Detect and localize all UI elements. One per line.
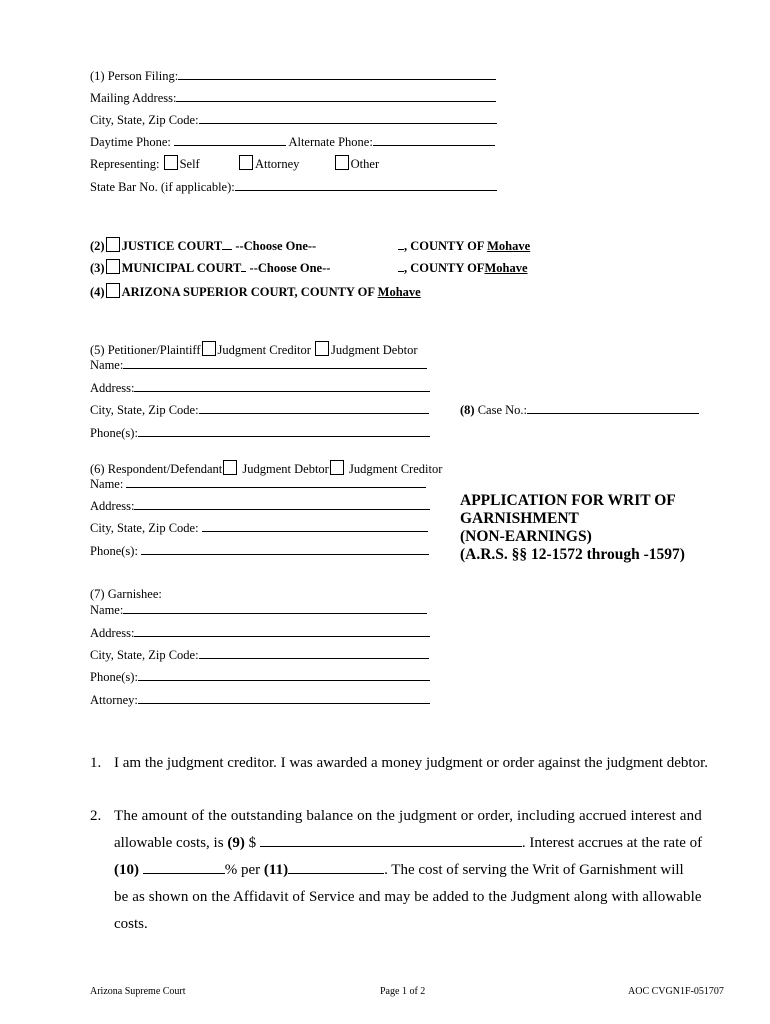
- paragraph-2-ref11: (11): [263, 862, 289, 878]
- paragraph-2-dollar: $: [248, 835, 257, 851]
- petitioner-creditor-label: Judgment Creditor: [217, 343, 311, 357]
- footer-left: Arizona Supreme Court: [90, 986, 186, 997]
- respondent-creditor-label: Judgment Creditor: [348, 462, 443, 476]
- justice-county-value[interactable]: Mohave: [487, 239, 531, 253]
- respondent-city-label: City, State, Zip Code:: [90, 521, 199, 535]
- mailing-address-label: Mailing Address:: [90, 91, 177, 105]
- garnishee-address-field[interactable]: [134, 624, 430, 637]
- justice-court-num: (2): [90, 239, 105, 253]
- justice-court-select[interactable]: --Choose One--: [235, 239, 317, 253]
- garnishee-label: (7) Garnishee:: [90, 587, 162, 601]
- superior-county-value[interactable]: Mohave: [377, 285, 421, 299]
- municipal-county-value[interactable]: Mohave: [484, 261, 528, 275]
- daytime-phone-label: Daytime Phone:: [90, 135, 171, 149]
- city-state-zip-field[interactable]: [199, 111, 497, 124]
- person-filing-label: (1) Person Filing:: [90, 69, 179, 83]
- other-checkbox[interactable]: [335, 155, 349, 170]
- petitioner-address-row: [90, 379, 430, 396]
- garnishee-attorney-field[interactable]: [138, 691, 430, 704]
- document-title-line2: GARNISHMENT: [460, 510, 579, 527]
- case-number-row: [460, 401, 699, 418]
- interest-rate-field[interactable]: [143, 859, 225, 874]
- petitioner-name-field[interactable]: [123, 356, 427, 369]
- respondent-name-field[interactable]: [126, 475, 426, 488]
- petitioner-city-row: [90, 401, 429, 418]
- petitioner-name-row: [90, 356, 427, 373]
- paragraph-2-text-3b: . The cost of serving the Writ of Garnishment will: [384, 862, 684, 878]
- paragraph-2: [90, 803, 740, 938]
- petitioner-creditor-checkbox[interactable]: [202, 341, 216, 356]
- respondent-name-label: Name:: [90, 477, 124, 491]
- representing-label: Representing:: [90, 157, 160, 171]
- attorney-label: Attorney: [254, 157, 300, 171]
- municipal-county-of: , COUNTY OF: [404, 261, 485, 275]
- garnishee-name-row: [90, 601, 427, 618]
- garnishee-address-label: Address:: [90, 626, 135, 640]
- garnishee-city-field[interactable]: [199, 646, 429, 659]
- petitioner-phone-label: Phone(s):: [90, 426, 138, 440]
- paragraph-2-text-2a: allowable costs, is: [114, 835, 224, 851]
- document-title: [460, 492, 750, 564]
- alternate-phone-field[interactable]: [373, 133, 495, 146]
- respondent-address-label: Address:: [90, 499, 135, 513]
- garnishee-name-label: Name:: [90, 603, 124, 617]
- garnishee-phone-field[interactable]: [138, 668, 430, 681]
- paragraph-2-line1: [90, 803, 740, 830]
- phone-row: [90, 133, 495, 150]
- city-state-zip-label: City, State, Zip Code:: [90, 113, 199, 127]
- respondent-address-row: [90, 497, 430, 514]
- superior-court-checkbox[interactable]: [106, 283, 120, 298]
- case-number-ref: (8): [460, 403, 475, 417]
- paragraph-1: [90, 750, 740, 777]
- document-title-line1: APPLICATION FOR WRIT OF: [460, 492, 676, 509]
- respondent-label: (6) Respondent/Defendant: [90, 462, 223, 476]
- paragraph-1-text: I am the judgment creditor. I was awarded a money judgment or order against the judgment debtor.: [114, 755, 708, 771]
- superior-court-label: ARIZONA SUPERIOR COURT, COUNTY OF: [121, 285, 375, 299]
- daytime-phone-field[interactable]: [174, 133, 286, 146]
- self-label: Self: [179, 157, 200, 171]
- respondent-debtor-label: Judgment Debtor: [242, 462, 329, 476]
- petitioner-city-field[interactable]: [199, 401, 429, 414]
- garnishee-phone-label: Phone(s):: [90, 670, 138, 684]
- petitioner-label: (5) Petitioner/Plaintiff: [90, 343, 201, 357]
- municipal-court-checkbox[interactable]: [106, 259, 120, 274]
- paragraph-2-ref10: (10): [114, 862, 139, 878]
- interest-period-field[interactable]: [288, 859, 384, 874]
- case-number-field[interactable]: [527, 401, 699, 414]
- paragraph-2-line5: [90, 911, 740, 938]
- petitioner-address-label: Address:: [90, 381, 135, 395]
- petitioner-phone-row: [90, 424, 430, 441]
- case-number-label: Case No.:: [477, 403, 528, 417]
- footer-page-number: Page 1 of 2: [380, 986, 426, 997]
- justice-county: [398, 237, 727, 254]
- superior-court-num: (4): [90, 285, 105, 299]
- superior-court-row: [90, 283, 730, 300]
- municipal-court-select[interactable]: --Choose One--: [249, 261, 331, 275]
- justice-court-label: JUSTICE COURT: [121, 239, 223, 253]
- municipal-county: [398, 259, 724, 276]
- petitioner-debtor-checkbox[interactable]: [315, 341, 329, 356]
- representing-row: [90, 155, 490, 172]
- justice-county-of: , COUNTY OF: [404, 239, 484, 253]
- garnishee-attorney-row: [90, 691, 430, 708]
- paragraph-1-number: 1.: [90, 755, 102, 771]
- paragraph-2-line3: [90, 857, 740, 884]
- paragraph-2-text-2b: . Interest accrues at the rate of: [521, 835, 703, 851]
- respondent-phone-label: Phone(s):: [90, 544, 138, 558]
- city-state-zip-row: [90, 111, 497, 128]
- garnishee-city-label: City, State, Zip Code:: [90, 648, 199, 662]
- mailing-address-row: [90, 89, 496, 106]
- paragraph-2-text-4: be as shown on the Affidavit of Service and may be added to the Judgment along with allowable: [114, 889, 702, 905]
- garnishee-city-row: [90, 646, 429, 663]
- petitioner-city-label: City, State, Zip Code:: [90, 403, 199, 417]
- person-filing-field[interactable]: [178, 67, 496, 80]
- paragraph-2-line4: [90, 884, 740, 911]
- state-bar-field[interactable]: [235, 178, 497, 191]
- municipal-court-blank: [241, 259, 246, 272]
- document-title-line3: (NON-EARNINGS): [460, 528, 592, 545]
- state-bar-label: State Bar No. (if applicable):: [90, 180, 235, 194]
- justice-court-blank: [222, 237, 232, 250]
- petitioner-address-field[interactable]: [134, 379, 430, 392]
- respondent-city-row: [90, 519, 428, 536]
- respondent-city-field[interactable]: [202, 519, 428, 532]
- respondent-name-row: [90, 475, 426, 492]
- petitioner-name-label: Name:: [90, 358, 124, 372]
- petitioner-phone-field[interactable]: [138, 424, 430, 437]
- garnishee-address-row: [90, 624, 430, 641]
- respondent-debtor-checkbox[interactable]: [223, 460, 237, 475]
- petitioner-debtor-label: Judgment Debtor: [331, 343, 418, 357]
- respondent-creditor-checkbox[interactable]: [330, 460, 344, 475]
- paragraph-2-line2: [90, 830, 740, 857]
- respondent-phone-row: [90, 542, 429, 559]
- justice-court-checkbox[interactable]: [106, 237, 120, 252]
- respondent-phone-field[interactable]: [141, 542, 429, 555]
- mailing-address-field[interactable]: [176, 89, 496, 102]
- municipal-court-num: (3): [90, 261, 105, 275]
- paragraph-2-ref9: (9): [227, 835, 245, 851]
- paragraph-2-text-1: The amount of the outstanding balance on the judgment or order, including accrued interest and: [114, 808, 702, 824]
- self-checkbox[interactable]: [164, 155, 178, 170]
- footer-form-code: AOC CVGN1F-051707: [628, 986, 724, 997]
- garnishee-phone-row: [90, 668, 430, 685]
- paragraph-2-text-5: costs.: [114, 916, 148, 932]
- other-label: Other: [350, 157, 380, 171]
- garnishee-name-field[interactable]: [123, 601, 427, 614]
- paragraph-2-percent-per: % per: [224, 862, 261, 878]
- state-bar-row: [90, 178, 497, 195]
- municipal-court-row: [90, 259, 330, 276]
- person-filing-row: [90, 67, 510, 84]
- paragraph-2-number: 2.: [90, 808, 102, 824]
- garnishee-label-row: [90, 587, 162, 602]
- amount-field[interactable]: [260, 832, 522, 847]
- attorney-checkbox[interactable]: [239, 155, 253, 170]
- document-title-line4: (A.R.S. §§ 12-1572 through -1597): [460, 546, 685, 563]
- respondent-address-field[interactable]: [134, 497, 430, 510]
- municipal-court-label: MUNICIPAL COURT: [121, 261, 242, 275]
- garnishee-attorney-label: Attorney:: [90, 693, 138, 707]
- alternate-phone-label: Alternate Phone:: [288, 135, 373, 149]
